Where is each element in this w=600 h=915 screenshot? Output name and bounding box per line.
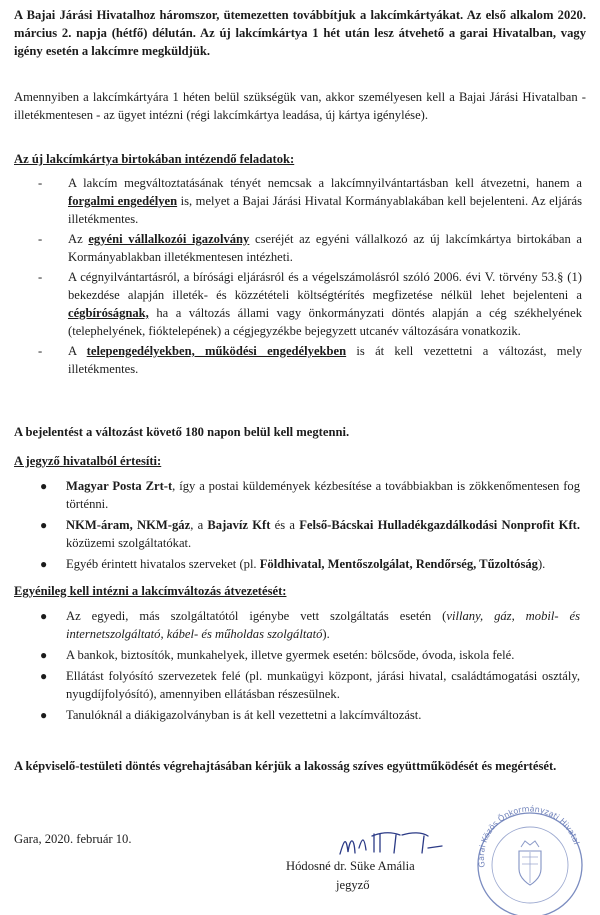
bullet-marker: ● bbox=[40, 557, 48, 571]
item-emphasis: forgalmi engedélyen bbox=[68, 194, 178, 208]
item-text: Egyéb érintett hivatalos szerveket (pl. bbox=[66, 557, 260, 571]
bullet-marker: ● bbox=[40, 609, 48, 623]
item-text: , a bbox=[190, 518, 208, 532]
list-item bbox=[0, 174, 582, 228]
bullet-marker: ● bbox=[40, 708, 48, 722]
item-text: cseréjét az egyéni vállalkozó az új lakcímkártya birtokában a Kormányablakban illetékmentesen intézheti. bbox=[68, 232, 582, 264]
self-service-heading: Egyénileg kell intézni a lakcímváltozás átvezetését: bbox=[14, 584, 287, 598]
item-text: A cégnyilvántartásról, a bírósági eljárásról és a végelszámolásról szóló 2006. évi V. törvény 53.§ (1) bekezdése alapján illeték- és közzétételi költségtérítés megfizetése nélkül lehet bejelenteni a bbox=[68, 270, 582, 302]
bullet-marker: ● bbox=[40, 479, 48, 493]
item-emphasis: egyéni vállalkozói igazolvány bbox=[88, 232, 250, 246]
item-emphasis: NKM-áram, NKM-gáz bbox=[66, 518, 191, 532]
list-item bbox=[0, 607, 580, 643]
dash-marker: - bbox=[38, 176, 43, 190]
list-item bbox=[0, 555, 580, 573]
dash-marker: - bbox=[38, 232, 43, 246]
item-emphasis: telepengedélyekben, működési engedélyekben bbox=[86, 344, 347, 358]
list-item bbox=[0, 477, 580, 513]
item-text: is át kell vezettetni a változást, mely illetékmentes. bbox=[68, 344, 582, 376]
signer-name: Hódosné dr. Süke Amália bbox=[286, 859, 415, 873]
notify-list bbox=[0, 477, 600, 576]
notify-heading: A jegyző hivatalból értesíti: bbox=[14, 454, 162, 468]
item-text: is, melyet a Bajai Járási Hivatal Kormányablakában kell bejelenteni. Az eljárás illetékmentes. bbox=[68, 194, 582, 226]
closing-paragraph: A képviselő-testületi döntés végrehajtásában kérjük a lakosság szíves együttműködését és megértését. bbox=[14, 759, 557, 773]
item-text: közüzemi szolgáltatókat. bbox=[66, 536, 192, 550]
list-item bbox=[0, 667, 580, 703]
list-item bbox=[0, 516, 580, 552]
list-item bbox=[0, 646, 580, 664]
item-text: Az bbox=[68, 232, 89, 246]
list-item bbox=[0, 230, 582, 266]
item-text: és a bbox=[270, 518, 300, 532]
list-item bbox=[0, 268, 582, 340]
official-stamp-icon bbox=[467, 805, 591, 915]
item-text: A bankok, biztosítók, munkahelyek, illetve gyermek esetén: bölcsőde, óvoda, iskola felé. bbox=[66, 648, 515, 662]
signer-title: jegyző bbox=[336, 878, 370, 892]
deadline-notice: A bejelentést a változást követő 180 napon belül kell megtenni. bbox=[14, 425, 350, 439]
item-text: A lakcím megváltoztatásának tényét nemcsak a lakcímnyilvántartásban kell átvezetni, hanem a bbox=[68, 176, 582, 190]
personal-visit-paragraph: Amennyiben a lakcímkártyára 1 héten belül szükségük van, akkor személyesen kell a Bajai Járási Hivatalban - illetékmentesen - az ügyet intézni (régi lakcímkártya leadása, új kártya igénylése). bbox=[14, 90, 586, 122]
item-text: Az egyedi, más szolgáltatótól igénybe vett szolgáltatás esetén ( bbox=[66, 609, 447, 623]
dash-marker: - bbox=[38, 344, 43, 358]
self-service-list bbox=[0, 607, 600, 727]
item-text: ). bbox=[537, 557, 546, 571]
item-text: ). bbox=[322, 627, 330, 641]
item-emphasis: Bajavíz Kft bbox=[207, 518, 271, 532]
item-text: Tanulóknál a diákigazolványban is át kell vezettetni a lakcímváltozást. bbox=[66, 708, 422, 722]
item-emphasis: cégbíróságnak, bbox=[68, 306, 149, 320]
item-emphasis: Földhivatal, Mentőszolgálat, Rendőrség, Tűzoltóság bbox=[259, 557, 538, 571]
document-date: Gara, 2020. február 10. bbox=[14, 832, 132, 846]
tasks-list bbox=[0, 174, 600, 380]
item-text: A bbox=[68, 344, 87, 358]
svg-text:Garai Közös Önkormányzati Hiva: Garai Közös Önkormányzati Hivatal bbox=[476, 805, 581, 869]
item-text: Ellátást folyósító szervezetek felé (pl. munkaügyi központ, járási hivatal, családtámogatási osztály, nyugdíjfolyósító), amennyiben ellátásban részesülnek. bbox=[66, 669, 580, 701]
list-item bbox=[0, 706, 580, 724]
item-text: , így a postai küldemények kézbesítése a továbbiakban is zökkenőmentesen fog történni. bbox=[66, 479, 580, 511]
intro-paragraph: A Bajai Járási Hivatalhoz háromszor, ütemezetten továbbítjuk a lakcímkártyákat. Az első alkalom 2020. március 2. napja (hétfő) délután. Az új lakcímkártya 1 hét után lesz átvehető a garai Hivatalban, vagy igény esetén a lakcímre megküldjük. bbox=[14, 8, 586, 58]
bullet-marker: ● bbox=[40, 669, 48, 683]
bullet-marker: ● bbox=[40, 518, 48, 532]
bullet-marker: ● bbox=[40, 648, 48, 662]
item-emphasis: Felső-Bácskai Hulladékgazdálkodási Nonprofit Kft. bbox=[299, 518, 581, 532]
list-item bbox=[0, 342, 582, 378]
item-text: ha a változás állami vagy önkormányzati döntés alapján a cég székhelyének (telephelyének, fióktelepének) a cégjegyzékbe bejegyzett utcanév változására vonatkozik. bbox=[68, 306, 582, 338]
item-italic: villany, gáz, mobil- és internetszolgáltató, kábel- és műholdas szolgáltató bbox=[66, 609, 581, 641]
item-emphasis: Magyar Posta Zrt-t bbox=[66, 479, 173, 493]
dash-marker: - bbox=[38, 270, 43, 284]
tasks-heading: Az új lakcímkártya birtokában intézendő feladatok: bbox=[14, 152, 295, 166]
